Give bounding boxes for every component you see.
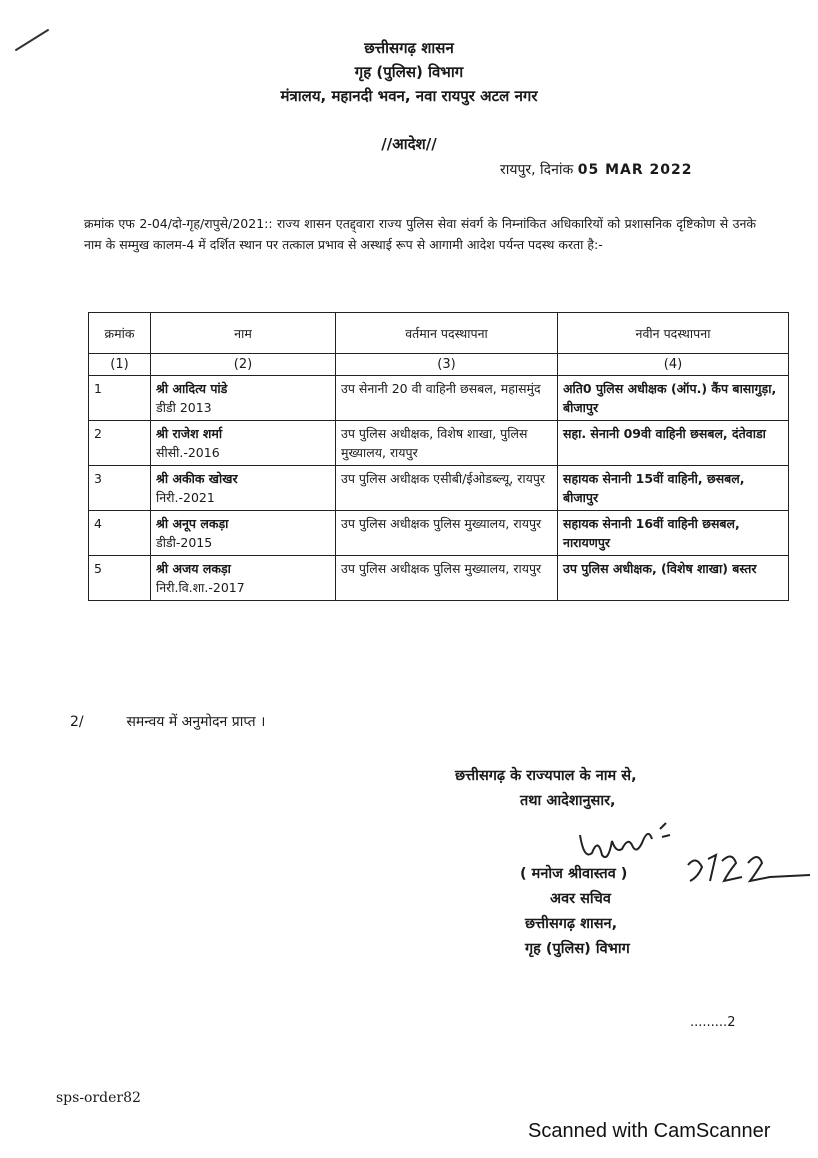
table-row bbox=[89, 421, 789, 466]
row-current-posting: उप पुलिस अधीक्षक, विशेष शाखा, पुलिस मुख्यालय, रायपुर bbox=[336, 421, 558, 466]
order-title: //आदेश// bbox=[381, 135, 437, 153]
signatory-dept: गृह (पुलिस) विभाग bbox=[525, 941, 630, 957]
table-row bbox=[89, 376, 789, 421]
header-state-govt: छत्तीसगढ़ शासन bbox=[364, 39, 454, 57]
header-sno: क्रमांक bbox=[89, 313, 151, 354]
header-department: गृह (पुलिस) विभाग bbox=[354, 63, 464, 81]
row-new-posting: अति0 पुलिस अधीक्षक (ऑप.) कैंप बासागुड़ा, बीजापुर bbox=[558, 376, 789, 421]
row-name-cell bbox=[151, 511, 336, 556]
officer-name: श्री अकीक खोखर bbox=[156, 471, 238, 486]
row-sno: 2 bbox=[89, 421, 151, 466]
officer-name: श्री अजय लकड़ा bbox=[156, 561, 231, 576]
table-header-row bbox=[89, 313, 789, 354]
order-line: तथा आदेशानुसार, bbox=[520, 793, 616, 809]
header-new-posting: नवीन पदस्थापना bbox=[558, 313, 789, 354]
row-new-posting: सहायक सेनानी 15वीं वाहिनी, छसबल, बीजापुर bbox=[558, 466, 789, 511]
point-2-text: समन्वय में अनुमोदन प्राप्त । bbox=[126, 714, 266, 730]
header-current-posting: वर्तमान पदस्थापना bbox=[336, 313, 558, 354]
intro-paragraph: क्रमांक एफ 2-04/दो-गृह/रापुसे/2021:: राज्य शासन एतद्द्वारा राज्य पुलिस सेवा संवर्ग के निम्नांकित अधिकारियों को प्रशासनिक दृष्टिकोण से उनके नाम के सम्मुख कालम-4 में दर्शित स्थान पर तत्काल प्रभाव से अस्थाई रूप से आगामी आदेश पर्यन्त पदस्थ करता है:- bbox=[84, 216, 756, 252]
row-new-posting: सहा. सेनानी 09वी वाहिनी छसबल, दंतेवाडा bbox=[558, 421, 789, 466]
table-row bbox=[89, 556, 789, 601]
row-current-posting: उप सेनानी 20 वी वाहिनी छसबल, महासमुंद bbox=[336, 376, 558, 421]
row-current-posting: उप पुलिस अधीक्षक पुलिस मुख्यालय, रायपुर bbox=[336, 556, 558, 601]
header-name: नाम bbox=[151, 313, 336, 354]
row-sno: 1 bbox=[89, 376, 151, 421]
document-id: sps-order82 bbox=[56, 1090, 141, 1106]
posting-table bbox=[88, 312, 789, 601]
signatory-name: ( मनोज श्रीवास्तव ) bbox=[520, 866, 628, 882]
date-stamp: 05 MAR 2022 bbox=[577, 162, 693, 178]
row-name-cell bbox=[151, 421, 336, 466]
date-prefix: रायपुर, दिनांक bbox=[500, 162, 574, 178]
colnum-2: (2) bbox=[151, 354, 336, 376]
row-name-cell bbox=[151, 376, 336, 421]
officer-batch: डीडी-2015 bbox=[156, 535, 213, 550]
row-sno: 3 bbox=[89, 466, 151, 511]
row-name-cell bbox=[151, 556, 336, 601]
colnum-3: (3) bbox=[336, 354, 558, 376]
table-row bbox=[89, 511, 789, 556]
column-number-row bbox=[89, 354, 789, 376]
officer-batch: निरी.वि.शा.-2017 bbox=[156, 580, 245, 595]
officer-batch: निरी.-2021 bbox=[156, 490, 215, 505]
officer-batch: सीसी.-2016 bbox=[156, 445, 220, 460]
governor-line: छत्तीसगढ़ के राज्यपाल के नाम से, bbox=[455, 768, 637, 784]
point-2-number: 2/ bbox=[70, 714, 84, 730]
handwritten-signature bbox=[570, 815, 818, 895]
page-continuation: .........2 bbox=[690, 1015, 736, 1030]
row-sno: 4 bbox=[89, 511, 151, 556]
dateline bbox=[500, 160, 760, 179]
signatory-designation: अवर सचिव bbox=[550, 891, 611, 907]
colnum-1: (1) bbox=[89, 354, 151, 376]
point-2 bbox=[70, 712, 265, 731]
row-current-posting: उप पुलिस अधीक्षक एसीबी/ईओडब्ल्यू, रायपुर bbox=[336, 466, 558, 511]
officer-batch: डीडी 2013 bbox=[156, 400, 212, 415]
row-current-posting: उप पुलिस अधीक्षक पुलिस मुख्यालय, रायपुर bbox=[336, 511, 558, 556]
row-new-posting: सहायक सेनानी 16वीं वाहिनी छसबल, नारायणपुर bbox=[558, 511, 789, 556]
row-sno: 5 bbox=[89, 556, 151, 601]
row-name-cell bbox=[151, 466, 336, 511]
header-address: मंत्रालय, महानदी भवन, नवा रायपुर अटल नगर bbox=[280, 87, 538, 105]
colnum-4: (4) bbox=[558, 354, 789, 376]
officer-name: श्री आदित्य पांडे bbox=[156, 381, 228, 396]
officer-name: श्री राजेश शर्मा bbox=[156, 426, 223, 441]
row-new-posting: उप पुलिस अधीक्षक, (विशेष शाखा) बस्तर bbox=[558, 556, 789, 601]
officer-name: श्री अनूप लकड़ा bbox=[156, 516, 229, 531]
table-row bbox=[89, 466, 789, 511]
signatory-govt: छत्तीसगढ़ शासन, bbox=[525, 916, 618, 932]
scanner-watermark: Scanned with CamScanner bbox=[528, 1120, 771, 1142]
